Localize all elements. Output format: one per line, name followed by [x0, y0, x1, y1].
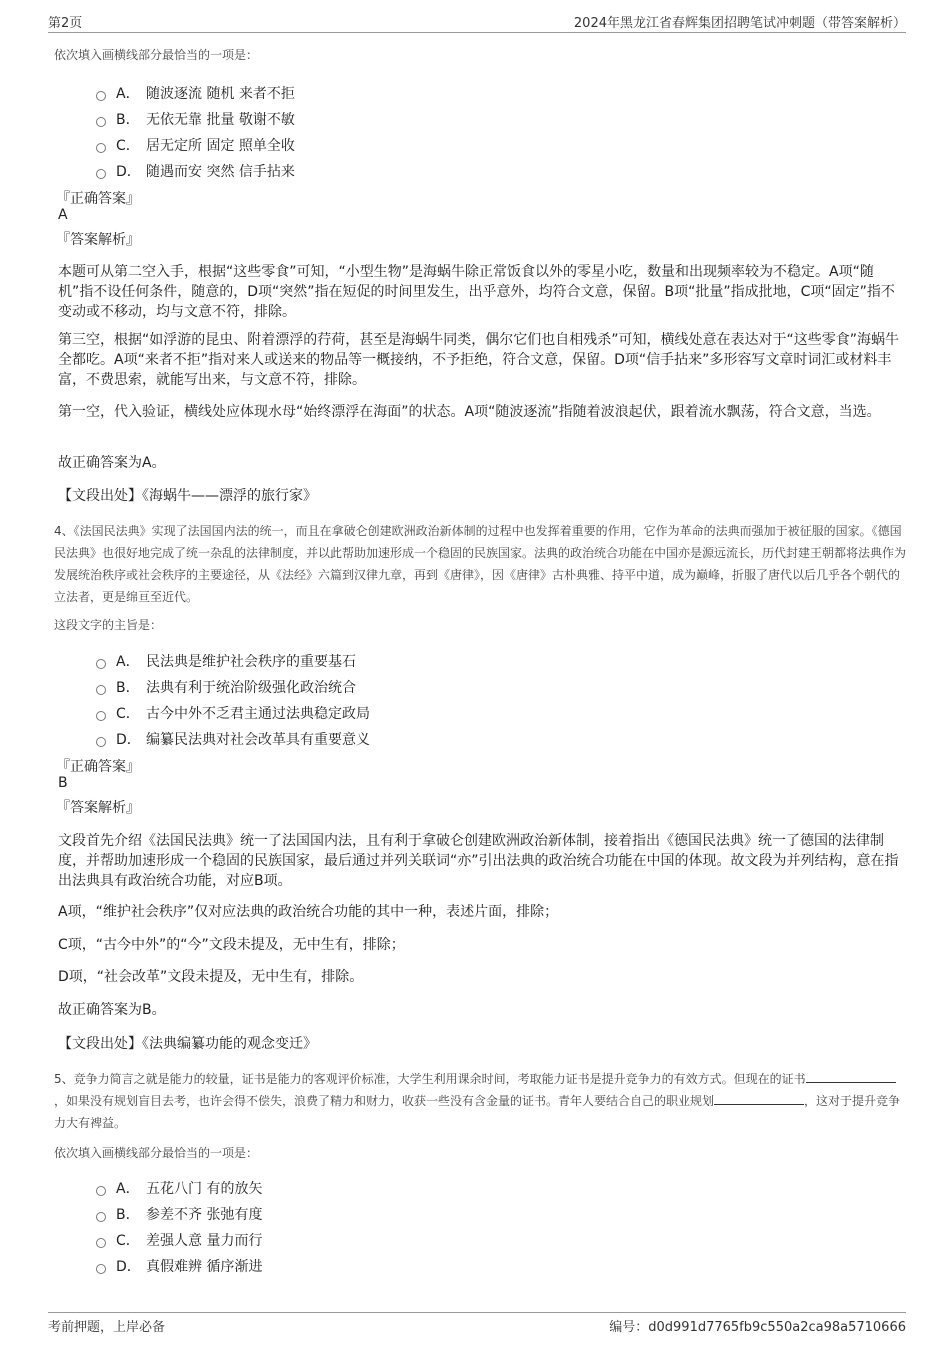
radio-icon[interactable]	[96, 1264, 106, 1274]
q3-option-b[interactable]: B． 无依无靠 批量 敬谢不敏	[96, 106, 295, 132]
radio-icon[interactable]	[96, 143, 106, 153]
q4-options	[96, 648, 370, 752]
q5-question-text: 5、竞争力简言之就是能力的较量，证书是能力的客观评价标准，大学生利用课余时间，考取能力证书是提升竞争力的有效方式。但现在的证书，如果没有规划盲目去考，也许会得不偿失，浪费了精力和财力，收获一些没有含金量的证书。青年人要结合自己的职业规划 ，这对于提升竞争力大有裨益。	[54, 1072, 901, 1130]
q3-prompt: 依次填入画横线部分最恰当的一项是：	[54, 48, 259, 62]
q3-option-d[interactable]: D． 随遇而安 突然 信手拈来	[96, 158, 295, 184]
q4-option-c[interactable]: C． 古今中外不乏君主通过法典稳定政局	[96, 700, 370, 726]
q4-analysis-a: A项，“维护社会秩序”仅对应法典的政治统合功能的其中一种，表述片面，排除；	[58, 904, 559, 920]
q3-analysis-2: 第三空，根据“如浮游的昆虫、附着漂浮的荇荷，甚至是海蜗牛同类，偶尔它们也自相残杀”可知，横线处意在表达对于“这些零食”海蜗牛全都吃。A项“来者不拒”指对来人或送来的物品等一概接纳，不予拒绝，符合文意，保留。D项“信手拈来”多形容写文章时词汇或材料丰富，不费思索，就能写出来，与文意不符，排除。	[58, 332, 900, 388]
page-number: 第2页	[48, 16, 83, 31]
q4-option-b[interactable]: B． 法典有利于统治阶级强化政治统合	[96, 674, 370, 700]
radio-icon[interactable]	[96, 91, 106, 101]
q3-analysis-1: 本题可从第二空入手，根据“这些零食”可知，“小型生物”是海蜗牛除正常饭食以外的零星小吃，数量和出现频率较为不稳定。A项“随机”指不设任何条件，随意的，D项“突然”指在短促的时间里发生，出乎意外，均符合文意，保留。B项“批量”指成批地，C项“固定”指不变动或不移动，均与文意不符，排除。	[58, 264, 895, 320]
q3-source: 【文段出处】《海蜗牛——漂浮的旅行家》	[58, 488, 317, 504]
q5-options	[96, 1175, 262, 1279]
q4-analysis-label: 『答案解析』	[56, 800, 140, 816]
q4-question-text: 4、《法国民法典》实现了法国国内法的统一，而且在拿破仑创建欧洲政治新体制的过程中也发挥着重要的作用，它作为革命的法典而强加于被征服的国家。《德国民法典》也很好地完成了统一杂乱的法律制度，并以此帮助加速形成一个稳固的民族国家。法典的政治统合功能在中国亦是源远流长，历代封建王朝都将法典作为发展统治秩序或社会秩序的主要途径，从《法经》六篇到汉律九章，再到《唐律》，因《唐律》古朴典雅、持平中道，成为巅峰，折服了唐代以后几乎各个朝代的立法者，更是绵亘至近代。	[54, 524, 907, 604]
q4-option-d[interactable]: D． 编纂民法典对社会改革具有重要意义	[96, 726, 370, 752]
q5-option-c[interactable]: C． 差强人意 量力而行	[96, 1227, 262, 1253]
q4-prompt: 这段文字的主旨是：	[54, 618, 163, 632]
q5-prompt: 依次填入画横线部分最恰当的一项是：	[54, 1146, 259, 1160]
q3-options	[96, 80, 295, 184]
q3-answer-label: 『正确答案』	[56, 191, 140, 207]
document-title: 2024年黑龙江省春辉集团招聘笔试冲刺题（带答案解析）	[573, 16, 906, 31]
radio-icon[interactable]	[96, 1186, 106, 1196]
radio-icon[interactable]	[96, 117, 106, 127]
q3-option-c[interactable]: C． 居无定所 固定 照单全收	[96, 132, 295, 158]
document-code: 编号：d0d991d7765fb9c550a2ca98a5710666	[609, 1320, 906, 1335]
q3-answer: A	[58, 207, 68, 223]
radio-icon[interactable]	[96, 169, 106, 179]
q4-option-a[interactable]: A． 民法典是维护社会秩序的重要基石	[96, 648, 370, 674]
radio-icon[interactable]	[96, 659, 106, 669]
radio-icon[interactable]	[96, 737, 106, 747]
fill-blank	[806, 1070, 896, 1083]
q4-analysis-1: 文段首先介绍《法国民法典》统一了法国国内法，且有利于拿破仑创建欧洲政治新体制，接着指出《德国民法典》统一了德国的法律制度，并帮助加速形成一个稳固的民族国家，最后通过并列关联词“亦”引出法典的政治统合功能在中国的体现。故文段为并列结构，意在指出法典具有政治统合功能，对应B项。	[58, 833, 899, 889]
q4-conclusion: 故正确答案为B。	[58, 1002, 166, 1018]
q5-option-b[interactable]: B． 参差不齐 张弛有度	[96, 1201, 262, 1227]
q4-answer-label: 『正确答案』	[56, 759, 140, 775]
radio-icon[interactable]	[96, 1238, 106, 1248]
page-footer	[48, 1312, 906, 1339]
q4-analysis-c: C项，“古今中外”的“今”文段未提及，无中生有，排除；	[58, 937, 405, 953]
q3-analysis-3: 第一空，代入验证，横线处应体现水母“始终漂浮在海面”的状态。A项“随波逐流”指随着波浪起伏，跟着流水飘荡，符合文意，当选。	[58, 404, 881, 420]
q4-answer: B	[58, 775, 68, 791]
q5-option-a[interactable]: A． 五花八门 有的放矢	[96, 1175, 262, 1201]
q3-option-a[interactable]: A． 随波逐流 随机 来者不拒	[96, 80, 295, 106]
page-header	[48, 10, 906, 33]
radio-icon[interactable]	[96, 685, 106, 695]
q4-source: 【文段出处】《法典编纂功能的观念变迁》	[58, 1036, 317, 1052]
q3-conclusion: 故正确答案为A。	[58, 455, 166, 471]
q5-option-d[interactable]: D． 真假难辨 循序渐进	[96, 1253, 262, 1279]
q3-analysis-label: 『答案解析』	[56, 232, 140, 248]
radio-icon[interactable]	[96, 1212, 106, 1222]
footer-slogan: 考前押题，上岸必备	[48, 1320, 166, 1335]
fill-blank	[714, 1092, 804, 1105]
radio-icon[interactable]	[96, 711, 106, 721]
q4-analysis-d: D项，“社会改革”文段未提及，无中生有，排除。	[58, 969, 364, 985]
